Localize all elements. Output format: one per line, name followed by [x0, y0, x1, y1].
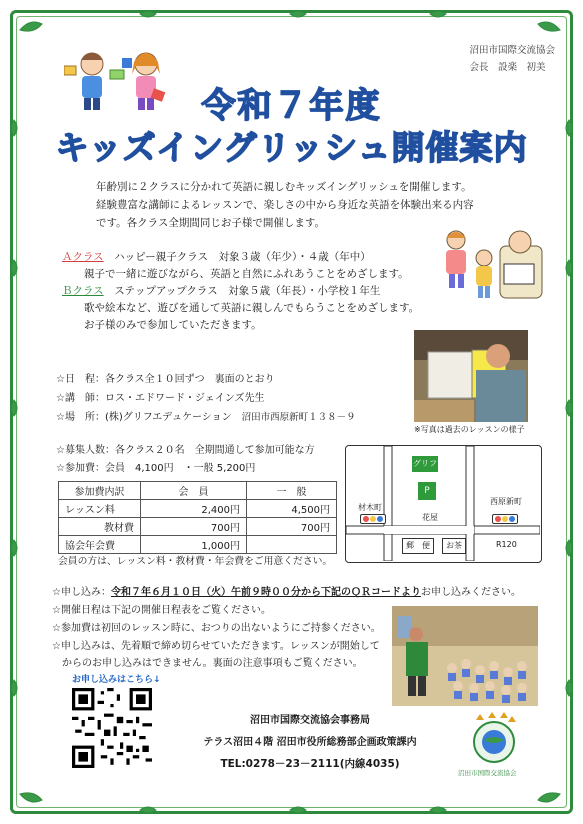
apply-line-3: ☆参加費は初回のレッスン時に、おつりの出ないようにご持参ください。: [52, 623, 381, 634]
teacher-value: ：ロス・エドワード・ジェインズ先生: [94, 393, 265, 404]
capacity-key: ☆募集人数: [56, 445, 105, 456]
place-value: ：(株)グリフエデュケーション: [94, 412, 232, 423]
map-left-signal-label: 材木町: [358, 503, 382, 512]
footer-office: 沼田市国際交流協会事務局: [250, 715, 370, 726]
fee-note: 会員の方は、レッスン料・教材費・年会費をご用意ください。: [58, 556, 333, 567]
class-b-heading: [62, 283, 380, 300]
fee-value: ：会員 4,100円 ・一般 5,200円: [94, 463, 256, 474]
fee-key: ☆参加費: [56, 463, 95, 474]
intro-line: です。各クラス全期間同じお子様で開催します。: [96, 217, 326, 229]
fee-row: [56, 459, 255, 478]
intro-line: 年齢別に２クラスに分かれて英語に親しむキッズイングリッシュを開催します。: [96, 181, 472, 193]
capacity-row: [56, 441, 315, 460]
table-cell: 1,000円: [141, 536, 247, 554]
map-right-signal-label: 西原新町: [490, 497, 522, 506]
class-a-name: ハッピー親子クラス: [114, 251, 208, 263]
organization-header: [469, 42, 555, 76]
map-tea-shop: お茶: [442, 538, 466, 554]
table-cell: [247, 536, 337, 554]
schedule-key: ☆日 程: [56, 374, 95, 385]
footer-tel: TEL:0278－23－2111(内線4035): [220, 758, 400, 770]
schedule-value: ：各クラス全１０回ずつ: [94, 374, 205, 385]
intro-text: [96, 178, 474, 232]
table-header: 一 般: [247, 482, 337, 500]
table-cell: 教材費: [59, 518, 141, 536]
place-address: 沼田市西原新町１３８－９: [241, 412, 356, 423]
class-b-desc: 歌や絵本など、遊びを通して英語に親しんでもらうことをめざします。: [84, 302, 420, 314]
class-b-desc2: お子様のみで参加していただきます。: [84, 319, 262, 331]
seal-caption: 沼田市国際交流協会: [458, 769, 517, 777]
class-b-name: ステップアップクラス: [114, 285, 218, 297]
family-illustration: [434, 228, 546, 312]
access-map: [345, 445, 542, 563]
page-title-year: 令和７年度: [201, 86, 382, 126]
table-row: [59, 500, 337, 518]
chair-line: [469, 59, 555, 76]
table-cell: レッスン料: [59, 500, 141, 518]
map-route-label: R120: [496, 540, 517, 549]
apply-prefix: ☆申し込み：: [52, 587, 111, 598]
apply-line-4: ☆申し込みは、先着順で締め切らせていただきます。レッスンが開始して: [52, 641, 380, 652]
table-header-row: [59, 482, 337, 500]
class-a-label: Ａクラス: [62, 251, 104, 263]
apply-line-2: ☆開催日程は下記の開催日程表をご覧ください。: [52, 605, 271, 616]
lesson-photo: [414, 330, 528, 422]
class-a-desc: 親子で一緒に遊びながら、英語と自然にふれあうことをめざします。: [84, 268, 409, 280]
map-parking: P: [418, 482, 436, 500]
class-b-label: Ｂクラス: [62, 285, 104, 297]
class-b-target: 対象５歳（年長）・小学校１年生: [228, 285, 381, 297]
photo-caption: ※写真は過去のレッスンの様子: [414, 425, 525, 434]
table-cell: 協会年会費: [59, 536, 141, 554]
page-title-main: キッズイングリッシュ開催案内: [55, 128, 528, 167]
traffic-light-icon: [360, 514, 386, 524]
table-header: 参加費内訳: [59, 482, 141, 500]
class-a-target: 対象３歳（年少）・４歳（年中）: [218, 251, 371, 263]
apply-line-1: [52, 584, 521, 601]
map-griff: グリフ: [412, 456, 438, 472]
class-a-heading: [62, 249, 371, 266]
schedule-note: 裏面のとおり: [214, 374, 275, 385]
map-flower-shop: 花屋: [422, 513, 438, 522]
table-cell: 4,500円: [247, 500, 337, 518]
intro-line: 経験豊富な講師によるレッスンで、楽しさの中から身近な英語を体験出来る内容: [96, 199, 474, 211]
table-cell: 700円: [247, 518, 337, 536]
place-key: ☆場 所: [56, 412, 95, 423]
organization-name: 沼田市国際交流協会: [469, 45, 555, 56]
qr-code-icon[interactable]: [72, 688, 152, 768]
chair-title: 会長: [469, 62, 489, 73]
fee-breakdown-table: [58, 481, 337, 554]
qr-label: お申し込みはこちら↓: [72, 675, 161, 685]
table-row: [59, 536, 337, 554]
chair-name: 設楽 初美: [498, 62, 546, 73]
apply-line-5: からのお申し込みはできません。裏面の注意事項もご覧ください。: [52, 658, 363, 669]
teacher-key: ☆講 師: [56, 393, 95, 404]
table-cell: 700円: [141, 518, 247, 536]
map-post-office: 郵 便: [402, 538, 434, 554]
apply-date: 令和７年６月１０日（火）午前９時００分から下記のＱＲコードより: [110, 587, 421, 598]
table-row: [59, 518, 337, 536]
table-cell: 2,400円: [141, 500, 247, 518]
capacity-value: ：各クラス２０名 全期間通して参加可能な方: [104, 445, 315, 456]
place-row: [56, 408, 356, 427]
table-header: 会 員: [141, 482, 247, 500]
apply-suffix: お申し込みください。: [420, 587, 521, 598]
footer-address: テラス沼田４階 沼田市役所総務部企画政策課内: [203, 737, 417, 748]
schedule-row: [56, 370, 275, 389]
traffic-light-icon: [492, 514, 518, 524]
class-photo: [392, 606, 538, 706]
teacher-row: [56, 389, 264, 408]
